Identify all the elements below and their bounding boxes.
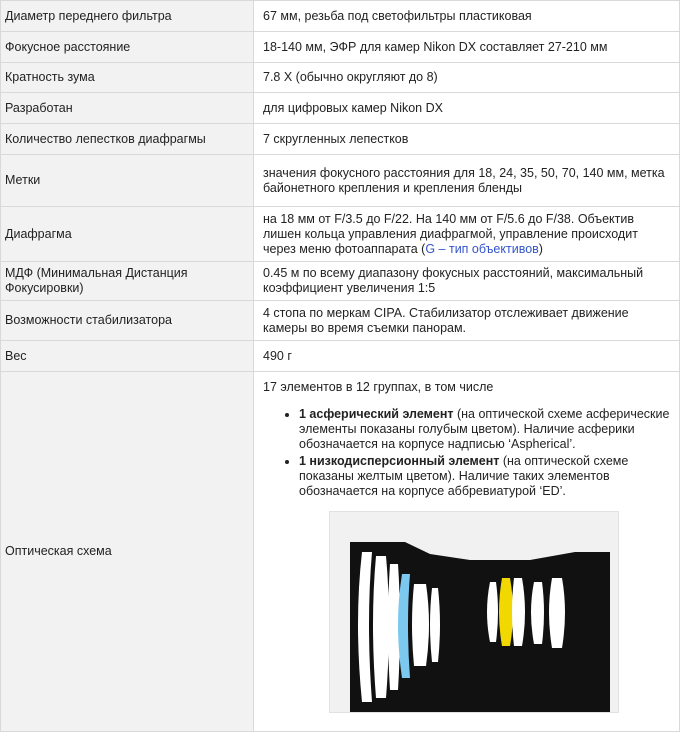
spec-row-designed	[1, 93, 680, 124]
spec-label: Возможности стабилизатора	[1, 301, 254, 341]
spec-label: Метки	[1, 155, 254, 207]
aspherical-text: (на оптической схеме асферические элементы показаны голубым цветом). Наличие асферики обозначается на корпусе надписью ‘Aspherical’.	[299, 407, 670, 451]
rear-element-4	[549, 578, 565, 648]
element-list	[263, 407, 673, 499]
spec-label: МДФ (Минимальная Дистанция Фокусировки)	[1, 262, 254, 301]
spec-label: Вес	[1, 341, 254, 372]
spec-row-filter	[1, 1, 680, 32]
aspherical-title: 1 асферический элемент	[299, 407, 454, 421]
rear-element-3	[531, 582, 544, 644]
spec-row-optical	[1, 372, 680, 732]
ed-title: 1 низкодисперсионный элемент	[299, 454, 500, 468]
lens-diagram	[330, 512, 618, 712]
spec-value	[254, 207, 680, 262]
spec-row-aperture	[1, 207, 680, 262]
spec-value: значения фокусного расстояния для 18, 24, 35, 50, 70, 140 мм, метка байонетного крепления и крепления бленды	[254, 155, 680, 207]
spec-row-weight	[1, 341, 680, 372]
rear-element-2	[512, 578, 525, 646]
spec-label: Оптическая схема	[1, 372, 254, 732]
spec-label: Диафрагма	[1, 207, 254, 262]
ed-element	[499, 578, 513, 646]
g-type-lenses-link[interactable]: G – тип объективов	[425, 241, 539, 256]
spec-value	[254, 372, 680, 732]
spec-value: 67 мм, резьба под светофильтры пластиковая	[254, 1, 680, 32]
spec-row-stabilizer	[1, 301, 680, 341]
spec-label: Количество лепестков диафрагмы	[1, 124, 254, 155]
spec-value: 0.45 м по всему диапазону фокусных расстояний, максимальный коэффициент увеличения 1:5	[254, 262, 680, 301]
list-item	[299, 454, 673, 499]
optical-scheme-image	[329, 511, 619, 713]
spec-row-zoom	[1, 63, 680, 93]
spec-value: 490 г	[254, 341, 680, 372]
spec-label: Диаметр переднего фильтра	[1, 1, 254, 32]
spec-row-mfd	[1, 262, 680, 301]
spec-value: 4 стопа по меркам CIPA. Стабилизатор отслеживает движение камеры во время съемки панорам.	[254, 301, 680, 341]
rear-element-1	[487, 582, 498, 642]
spec-value: 18-140 мм, ЭФР для камер Nikon DX составляет 27-210 мм	[254, 32, 680, 63]
spec-row-focal	[1, 32, 680, 63]
aperture-text: на 18 мм от F/3.5 до F/22. На 140 мм от F/5.6 до F/38. Объектив лишен кольца управления диафрагмой, управление происходит через меню фотоаппарата (	[263, 211, 638, 256]
spec-value: для цифровых камер Nikon DX	[254, 93, 680, 124]
spec-row-blades	[1, 124, 680, 155]
spec-row-marks	[1, 155, 680, 207]
front-element-2	[373, 556, 389, 698]
spec-label: Кратность зума	[1, 63, 254, 93]
spec-value: 7.8 X (обычно округляют до 8)	[254, 63, 680, 93]
aperture-text-end: )	[538, 241, 543, 256]
spec-label: Разработан	[1, 93, 254, 124]
spec-value: 7 скругленных лепестков	[254, 124, 680, 155]
middle-element-2	[430, 588, 440, 662]
spec-label: Фокусное расстояние	[1, 32, 254, 63]
optical-intro: 17 элементов в 12 группах, в том числе	[263, 380, 494, 394]
middle-element-1	[412, 584, 429, 666]
ed-text: (на оптической схеме показаны желтым цветом). Наличие таких элементов обозначается на корпусе аббревиатурой ‘ED’.	[299, 454, 629, 498]
list-item	[299, 407, 673, 452]
